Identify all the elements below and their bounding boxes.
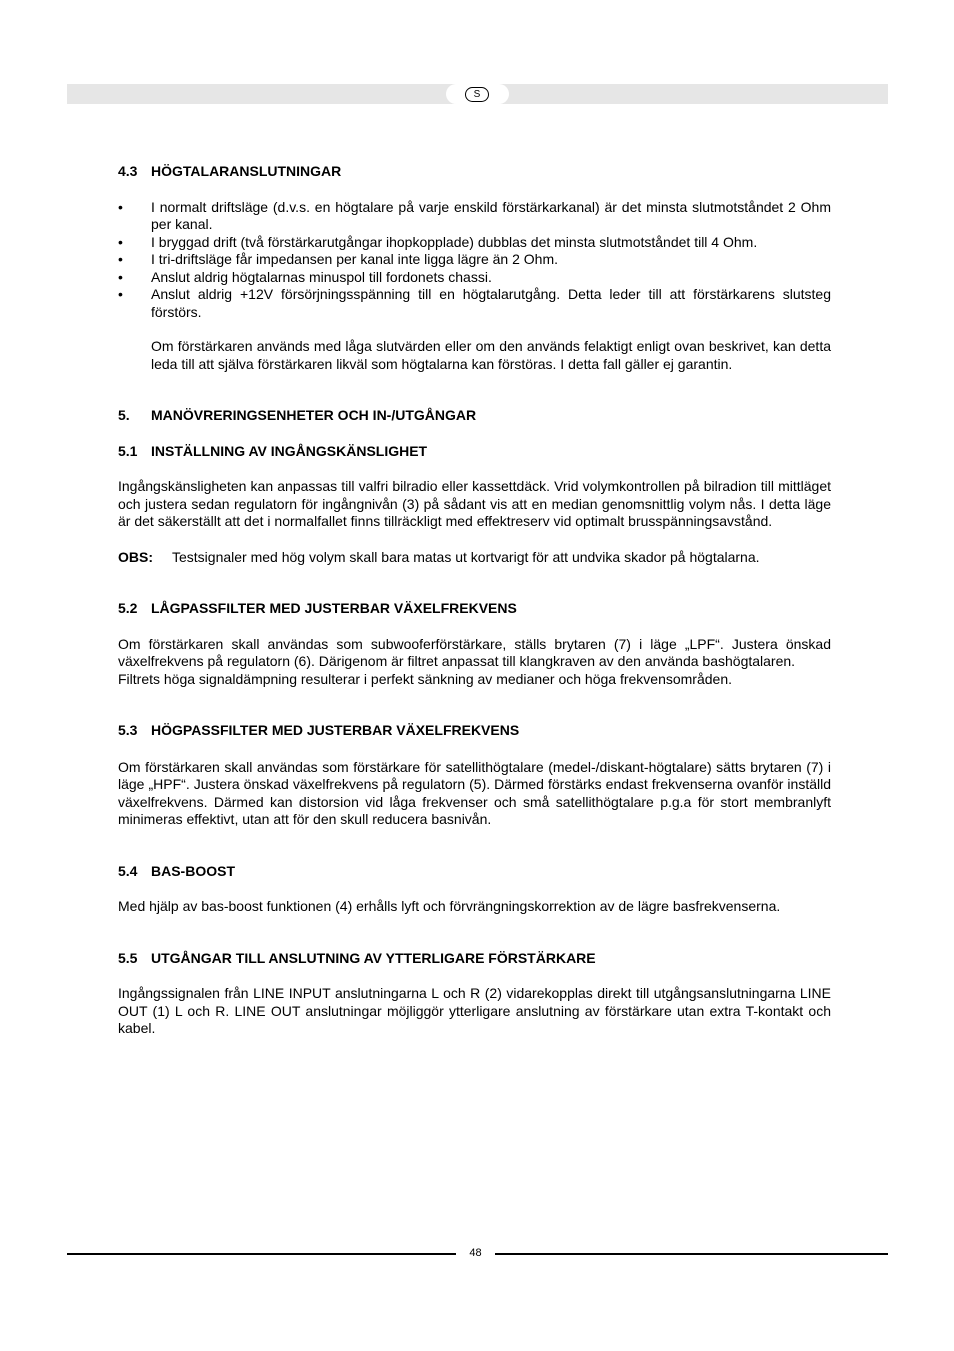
list-item: • I tri-driftsläge får impedansen per kanal inte ligga lägre än 2 Ohm.: [118, 251, 558, 267]
list-item: • Anslut aldrig högtalarnas minuspol till fordonets chassi.: [118, 268, 492, 285]
list-item: • I bryggad drift (två förstärkarutgångar ihopkopplade) dubblas det minsta slutmotståndet till 4 Ohm.: [118, 233, 758, 250]
paragraph: Med hjälp av bas-boost funktionen (4) erhålls lyft och förvrängningskorrektion av de lägre basfrekvenserna.: [118, 898, 781, 914]
paragraph: Filtrets höga signaldämpning resulterar i perfekt sänkning av medianer och höga frekvensområden.: [118, 670, 733, 687]
page-number: 48: [469, 1247, 482, 1259]
section-heading-5-3: 5.3 HÖGPASSFILTER MED JUSTERBAR VÄXELFREKVENS: [118, 722, 520, 738]
language-badge: S: [465, 87, 489, 102]
list-item: • I normalt driftsläge (d.v.s. en högtalare på varje enskild förstärkarkanal) är det minsta slutmotståndet 2 Ohm per kanal.: [118, 198, 831, 232]
section-heading-5-2: 5.2 LÅGPASSFILTER MED JUSTERBAR VÄXELFREKVENS: [118, 600, 517, 616]
document-content: [118, 163, 831, 1038]
list-item: • Anslut aldrig +12V försörjningsspänning till en högtalarutgång. Detta leder till att förstärkarens slutsteg förstörs.: [118, 286, 831, 320]
section-heading-5-4: 5.4 BAS-BOOST: [118, 862, 235, 879]
section-heading-4-3: 4.3 HÖGTALARANSLUTNINGAR: [118, 163, 342, 179]
speaker-bullet-list: [118, 199, 831, 322]
section-heading-5: 5. MANÖVRERINGSENHETER OCH IN-/UTGÅNGAR: [118, 407, 477, 423]
paragraph: Ingångskänsligheten kan anpassas till valfri bilradio eller kassettdäck. Vrid volymkontrollen på bilradion till mittläget och justera sedan regulatorn för ingångnivån (3) på sådant vis att en median genomsnittlig volym nås. I detta läge är det säkerställt att det i normalfallet finns tillräckligt med effektreserv vid optimalt brusspänningsavstånd.: [118, 478, 831, 529]
section-heading-5-1: 5.1 INSTÄLLNING AV INGÅNGSKÄNSLIGHET: [118, 442, 428, 459]
paragraph: Ingångssignalen från LINE INPUT anslutningarna L och R (2) vidarekopplas direkt till utgångsanslutningarna LINE OUT (1) L och R. LINE OUT anslutningar möjliggör ytterligare anslutning av förstärkare utan extra T-kontakt och kabel.: [118, 985, 831, 1036]
warranty-note: Om förstärkaren används med låga slutvärden eller om den används felaktigt enligt ovan beskrivet, kan detta leda till att själva förstärkaren likväl som högtalarna kan förstöras. I detta fall gäller ej garantin.: [151, 338, 831, 372]
paragraph: Om förstärkaren skall användas som förstärkare för satellithögtalare (medel-/diskant-högtalare) sätts brytaren (7) i läge „HPF“. Justera önskad växelfrekvens på regulatorn (5). Därmed förstärks endast frekvenserna ovanför inställd växelfrekvens. Därmed kan distorsion vid låga frekvenser och små satellithögtalare p.g.a för stort membranlyft minimeras effektivt, utan att för den skull reducera basnivån.: [118, 758, 831, 827]
section-heading-5-5: 5.5 UTGÅNGAR TILL ANSLUTNING AV YTTERLIGARE FÖRSTÄRKARE: [118, 949, 596, 966]
obs-note: OBS: Testsignaler med hög volym skall bara matas ut kortvarigt för att undvika skador på högtalarna.: [118, 548, 760, 565]
footer-rule-right: [495, 1253, 888, 1255]
paragraph: Om förstärkaren skall användas som subwooferförstärkare, ställs brytaren (7) i läge „LPF“. Justera önskad växelfrekvens på regulatorn (6). Därigenom är filtret anpassat till klangkraven av den använda bashögtalaren.: [118, 635, 831, 669]
footer-rule-left: [67, 1253, 456, 1255]
